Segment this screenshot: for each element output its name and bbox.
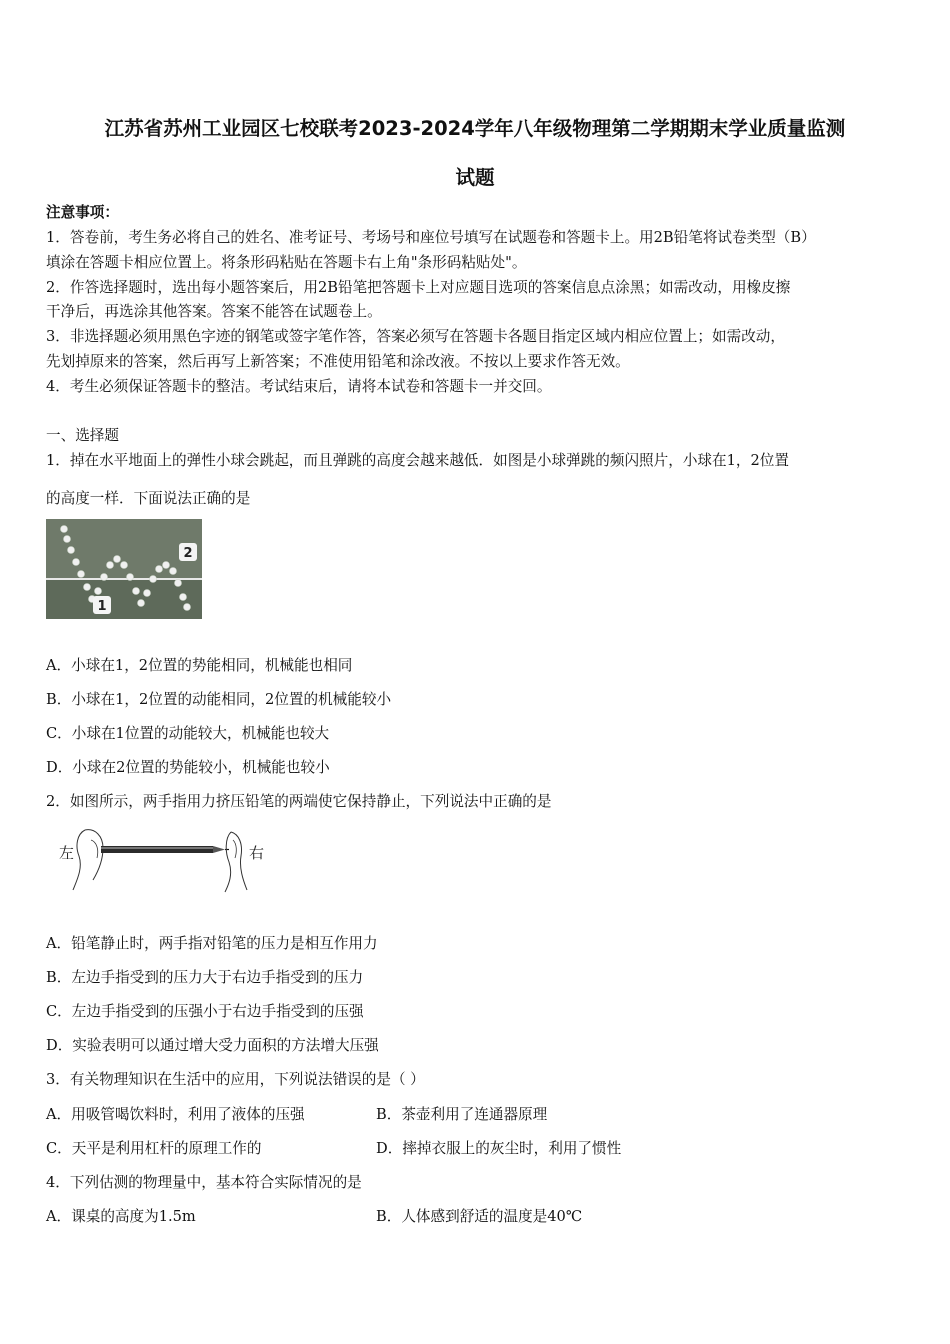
question-3-option-d[interactable]: D．摔掉衣服上的灰尘时，利用了惯性 [376, 1140, 622, 1157]
notice-line: 3．非选择题必须用黑色字迹的钢笔或签字笔作答，答案必须写在答题卡各题目指定区域内相应位置上；如需改动， [46, 328, 785, 345]
exam-title-continued: 试题 [455, 166, 495, 189]
notice-line: 先划掉原来的答案，然后再写上新答案；不准使用铅笔和涂改液。不按以上要求作答无效。 [46, 353, 630, 370]
exam-title: 江苏省苏州工业园区七校联考2023-2024学年八年级物理第二学期期末学业质量监测 [104, 117, 846, 140]
notice-line: 1．答卷前，考生务必将自己的姓名、准考证号、考场号和座位号填写在试题卷和答题卡上。用2B铅笔将试卷类型（B） [46, 229, 816, 246]
question-1-option-a[interactable]: A．小球在1，2位置的势能相同，机械能也相同 [46, 657, 353, 674]
question-2-option-a[interactable]: A．铅笔静止时，两手指对铅笔的压力是相互作用力 [46, 935, 378, 952]
question-1-option-b[interactable]: B．小球在1，2位置的动能相同，2位置的机械能较小 [46, 691, 392, 708]
question-2-stem: 2．如图所示，两手指用力挤压铅笔的两端使它保持静止，下列说法中正确的是 [46, 793, 552, 810]
question-1-option-d[interactable]: D．小球在2位置的势能较小，机械能也较小 [46, 759, 330, 776]
left-label: 左 [59, 844, 75, 862]
question-4-option-a[interactable]: A．课桌的高度为1.5m [46, 1208, 196, 1225]
notice-line: 4．考生必须保证答题卡的整洁。考试结束后，请将本试卷和答题卡一并交回。 [46, 378, 552, 395]
question-2-option-d[interactable]: D．实验表明可以通过增大受力面积的方法增大压强 [46, 1037, 379, 1054]
notice-heading: 注意事项： [46, 204, 119, 221]
question-3-option-b[interactable]: B．茶壶利用了连通器原理 [376, 1106, 548, 1123]
pencil-fingers-figure [55, 822, 271, 894]
question-2-option-b[interactable]: B．左边手指受到的压力大于右边手指受到的压力 [46, 969, 364, 986]
question-4-option-b[interactable]: B．人体感到舒适的温度是40℃ [376, 1208, 583, 1225]
question-1-option-c[interactable]: C．小球在1位置的动能较大，机械能也较大 [46, 725, 330, 742]
notice-line: 干净后，再选涂其他答案。答案不能答在试题卷上。 [46, 303, 382, 320]
bouncing-ball-photo [46, 519, 202, 619]
question-1-stem-continued: 的高度一样．下面说法正确的是 [46, 490, 251, 507]
question-3-option-a[interactable]: A．用吸管喝饮料时，利用了液体的压强 [46, 1106, 305, 1123]
right-label: 右 [249, 844, 265, 862]
notice-line: 填涂在答题卡相应位置上。将条形码粘贴在答题卡右上角"条形码粘贴处"。 [46, 254, 527, 271]
position-1-label: 1 [97, 599, 107, 614]
section-heading: 一、选择题 [46, 427, 119, 444]
position-2-label: 2 [183, 546, 193, 561]
question-3-stem: 3．有关物理知识在生活中的应用，下列说法错误的是（ ） [46, 1071, 425, 1088]
question-4-stem: 4．下列估测的物理量中，基本符合实际情况的是 [46, 1174, 362, 1191]
question-1-stem: 1．掉在水平地面上的弹性小球会跳起，而且弹跳的高度会越来越低．如图是小球弹跳的频闪照片，小球在1，2位置 [46, 452, 789, 469]
question-2-option-c[interactable]: C．左边手指受到的压强小于右边手指受到的压强 [46, 1003, 364, 1020]
notice-line: 2．作答选择题时，选出每小题答案后，用2B铅笔把答题卡上对应题目选项的答案信息点涂黑；如需改动，用橡皮擦 [46, 279, 791, 296]
question-3-option-c[interactable]: C．天平是利用杠杆的原理工作的 [46, 1140, 262, 1157]
